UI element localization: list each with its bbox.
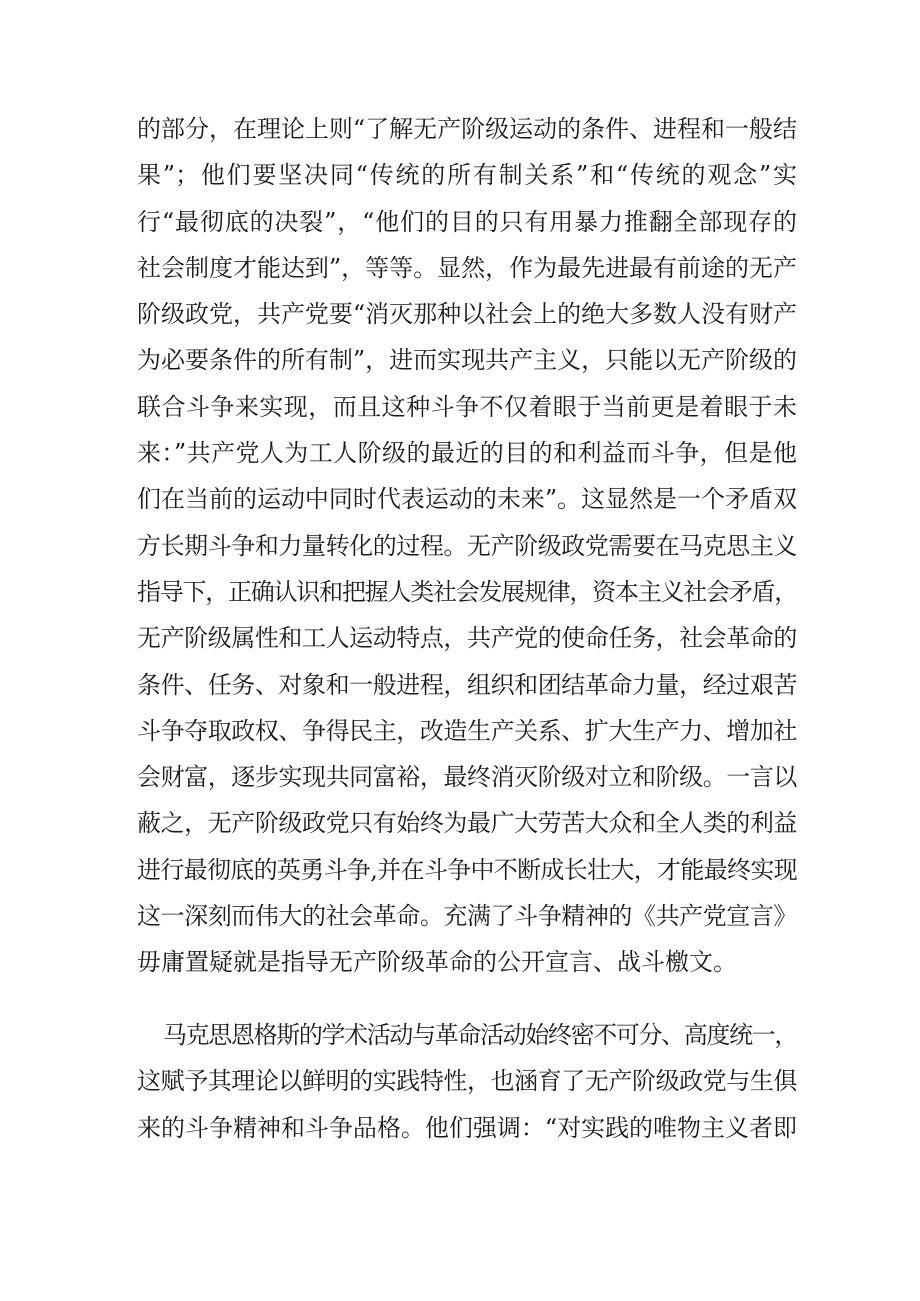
text-line: 这赋予其理论以鲜明的实践特性，也涵育了无产阶级政党与生俱 — [137, 1067, 797, 1096]
text-line: 行“最彻底的决裂”，“他们的目的只有用暴力推翻全部现存的 — [137, 207, 797, 236]
text-line: 条件、任务、对象和一般进程，组织和团结革命力量，经过艰苦 — [137, 670, 797, 699]
text-line: 们在当前的运动中同时代表运动的未来”。这显然是一个矛盾双 — [137, 485, 797, 514]
text-line: 阶级政党，共产党要“消灭那种以社会上的绝大多数人没有财产 — [137, 300, 797, 329]
paragraph-1 — [137, 106, 797, 986]
text-line: 进行最彻底的英勇斗争,并在斗争中不断成长壮大，才能最终实现 — [137, 855, 797, 884]
text-line: 联合斗争来实现，而且这种斗争不仅着眼于当前更是着眼于未 — [137, 392, 797, 421]
text-line: 来的斗争精神和斗争品格。他们强调：“对实践的唯物主义者即 — [137, 1113, 797, 1142]
text-line: 社会制度才能达到”，等等。显然，作为最先进最有前途的无产 — [137, 253, 797, 282]
text-line: 无产阶级属性和工人运动特点，共产党的使命任务，社会革命的 — [137, 624, 797, 653]
text-line: 这一深刻而伟大的社会革命。充满了斗争精神的《共产党宣言》 — [137, 902, 797, 931]
text-line: 为必要条件的所有制”，进而实现共产主义，只能以无产阶级的 — [137, 346, 797, 375]
text-line: 的部分，在理论上则“了解无产阶级运动的条件、进程和一般结 — [137, 115, 797, 143]
text-line: 方长期斗争和力量转化的过程。无产阶级政党需要在马克思主义 — [137, 531, 797, 560]
text-line: 马克思恩格斯的学术活动与革命活动始终密不可分、高度统一， — [163, 1021, 797, 1049]
text-line: 果”；他们要坚决同“传统的所有制关系”和“传统的观念”实 — [137, 161, 797, 190]
text-line: 来：”共产党人为工人阶级的最近的目的和利益而斗争，但是他 — [137, 439, 797, 468]
text-line: 斗争夺取政权、争得民主，改造生产关系、扩大生产力、增加社 — [137, 716, 797, 745]
text-line: 毋庸置疑就是指导无产阶级革命的公开宣言、战斗檄文。 — [137, 948, 737, 977]
text-line: 会财富，逐步实现共同富裕，最终消灭阶级对立和阶级。一言以 — [137, 763, 797, 792]
text-line: 蔽之，无产阶级政党只有始终为最广大劳苦大众和全人类的利益 — [137, 809, 797, 838]
text-line: 指导下，正确认识和把握人类社会发展规律，资本主义社会矛盾， — [137, 577, 797, 606]
paragraph-2 — [137, 1012, 797, 1151]
